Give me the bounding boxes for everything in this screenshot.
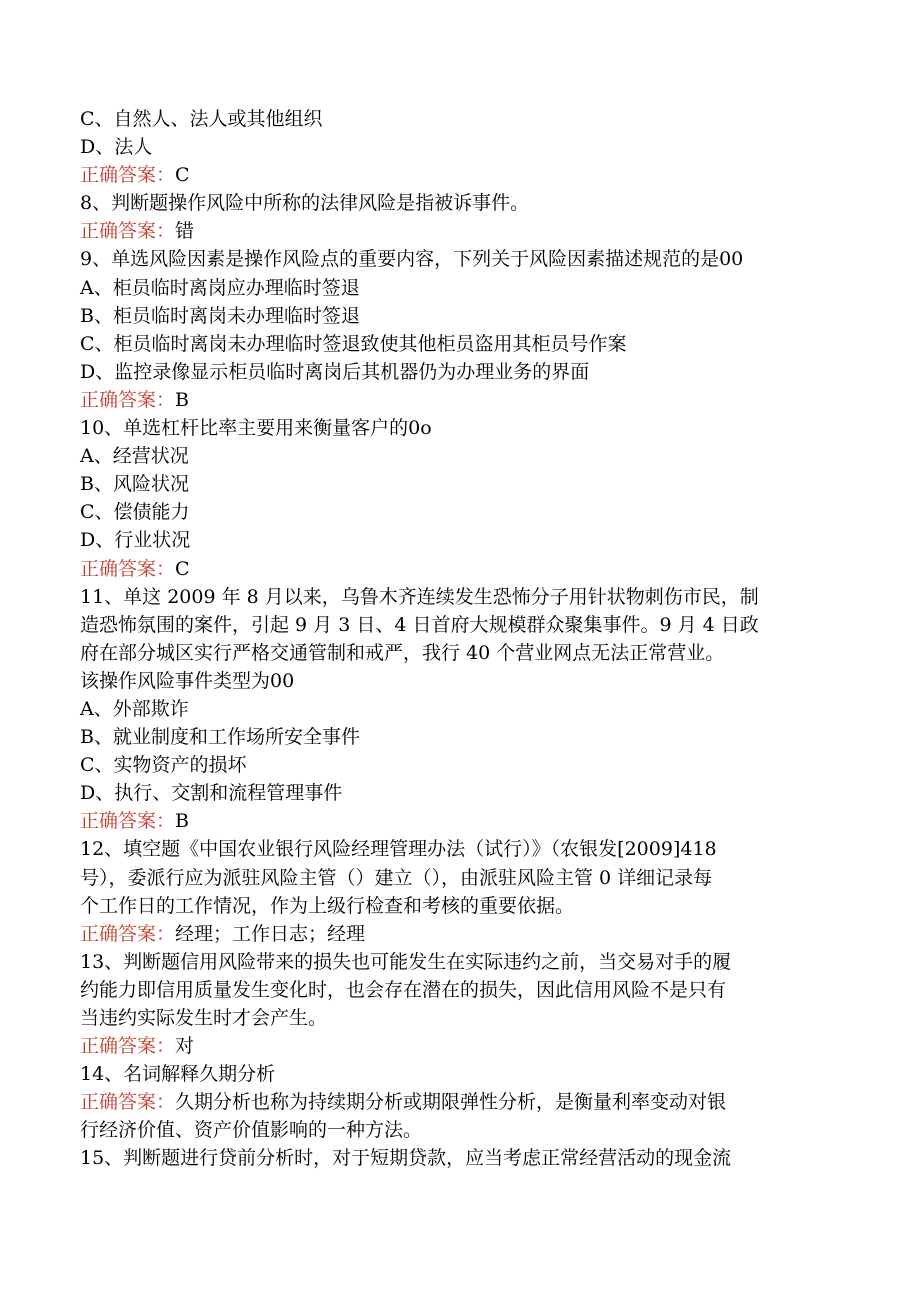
text-line: 15、判断题进行贷前分析时，对于短期贷款，应当考虑正常经营活动的现金流 xyxy=(80,1147,732,1170)
answer-line xyxy=(80,920,840,948)
text-line: 约能力即信用质量发生变化时，也会存在潜在的损失，因此信用风险不是只有 xyxy=(80,978,727,1001)
answer-value: B xyxy=(175,388,189,411)
text-line: 个工作日的工作情况，作为上级行检查和考核的重要依据。 xyxy=(80,894,575,917)
answer-line xyxy=(80,807,840,835)
text-line: C、实物资产的损坏 xyxy=(80,754,247,777)
answer-value: 错 xyxy=(175,220,195,243)
answer-value: 对 xyxy=(175,1035,195,1058)
text-line: 13、判断题信用风险带来的损失也可能发生在实际违约之前，当交易对手的履 xyxy=(80,950,732,973)
text-line: 9、单选风险因素是操作风险点的重要内容，下列关于风险因素描述规范的是00 xyxy=(80,248,744,271)
text-line: B、柜员临时离岗未办理临时签退 xyxy=(80,304,360,327)
text-line: 10、单选杠杆比率主要用来衡量客户的0o xyxy=(80,417,432,440)
answer-line xyxy=(80,217,840,245)
text-line: 行经济价值、资产价值影响的一种方法。 xyxy=(80,1119,423,1142)
answer-label: 正确答案： xyxy=(80,388,176,411)
text-line: D、监控录像显示柜员临时离岗后其机器仍为办理业务的界面 xyxy=(80,360,590,383)
text-line: C、偿债能力 xyxy=(80,501,190,524)
answer-label: 正确答案： xyxy=(80,1035,176,1058)
answer-label: 正确答案： xyxy=(80,164,176,187)
answer-value: 经理；工作日志；经理 xyxy=(175,922,366,945)
answer-value: C xyxy=(175,164,190,187)
text-line: D、行业状况 xyxy=(80,529,191,552)
answer-label: 正确答案： xyxy=(80,810,176,833)
text-line: 11、单这 2009 年 8 月以来，乌鲁木齐连续发生恐怖分子用针状物刺伤市民，制 xyxy=(80,585,759,608)
document-page xyxy=(80,105,840,1173)
text-line: A、外部欺诈 xyxy=(80,697,189,720)
answer-value: B xyxy=(175,810,189,833)
answer-value: C xyxy=(175,557,190,580)
text-line: 8、判断题操作风险中所称的法律风险是指被诉事件。 xyxy=(80,192,530,215)
text-line: A、经营状况 xyxy=(80,445,189,468)
answer-label: 正确答案： xyxy=(80,922,176,945)
text-line: 该操作风险事件类型为00 xyxy=(80,669,295,692)
text-line: C、柜员临时离岗未办理临时签退致使其他柜员盗用其柜员号作案 xyxy=(80,332,627,355)
answer-label: 正确答案： xyxy=(80,1091,176,1114)
answer-line xyxy=(80,386,840,414)
text-line: D、执行、交割和流程管理事件 xyxy=(80,782,343,805)
answer-line xyxy=(80,161,840,189)
answer-label: 正确答案： xyxy=(80,557,176,580)
text-line: C、自然人、法人或其他组织 xyxy=(80,108,323,130)
answer-line xyxy=(80,1088,840,1116)
answer-label: 正确答案： xyxy=(80,220,176,243)
text-line: D、法人 xyxy=(80,136,153,159)
text-line: 14、名词解释久期分析 xyxy=(80,1063,276,1086)
text-line: 当违约实际发生时才会产生。 xyxy=(80,1007,328,1029)
text-line: 造恐怖氛围的案件，引起 9 月 3 日、4 日首府大规模群众聚集事件。9 月 4 日政 xyxy=(80,613,759,636)
text-line: A、柜员临时离岗应办理临时签退 xyxy=(80,276,360,299)
answer-line xyxy=(80,555,840,583)
text-line: 12、填空题《中国农业银行风险经理管理办法（试行）》（农银发[2009]418 xyxy=(80,838,717,861)
answer-line xyxy=(80,1032,840,1060)
text-line: 府在部分城区实行严格交通管制和戒严，我行 40 个营业网点无法正常营业。 xyxy=(80,641,725,664)
answer-value: 久期分析也称为持续期分析或期限弹性分析，是衡量利率变动对银 xyxy=(175,1091,727,1114)
text-line: B、就业制度和工作场所安全事件 xyxy=(80,726,360,749)
text-line: B、风险状况 xyxy=(80,473,189,496)
text-line: 号），委派行应为派驻风险主管（）建立（），由派驻风险主管 0 详细记录每 xyxy=(80,866,713,889)
